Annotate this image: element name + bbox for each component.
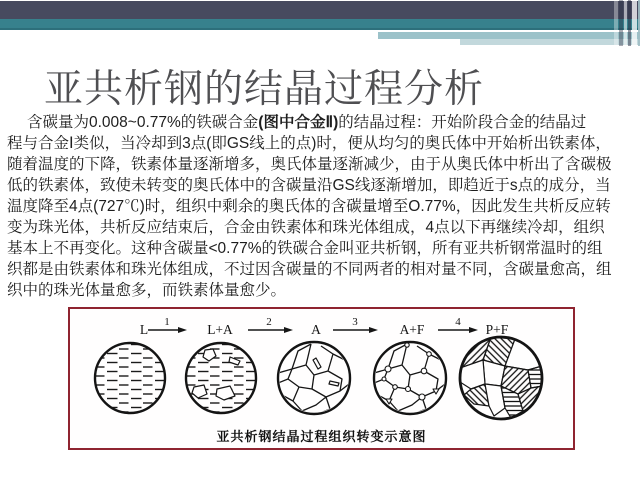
arrow-4-number: 4 (455, 316, 461, 328)
body-line (7, 112, 637, 133)
body-line: 程与合金Ⅰ类似，当冷却到3点(即GS线上的点)时，便从均匀的奥氏体中开始析出铁素体， (7, 135, 611, 152)
corner-stripe (619, 0, 623, 46)
accent-bar-light (378, 32, 640, 39)
arrowhead-icon (284, 327, 293, 333)
body-line-text: 的结晶过程：开始阶段合金的结晶过 (338, 114, 587, 131)
body-line: 织都是由铁素体和珠光体组成，不过因含碳量的不同两者的相对量不同，含碳量愈高，组 (7, 261, 612, 278)
body-line: 变为珠光体，共析反应结束后，合金由铁素体和珠光体组成，4点以下再继续冷却，组织 (7, 219, 605, 236)
stage-label-liquid: L (139, 322, 149, 337)
circle-pearlite-ferrite (460, 337, 542, 419)
corner-stripe (628, 0, 631, 46)
slide-title: 亚共析钢的结晶过程分析 (44, 68, 485, 111)
figure-caption: 亚共析钢结晶过程组织转变示意图 (216, 429, 427, 444)
top-bar-navy (0, 1, 640, 19)
body-line: 织中的珠光体量愈多，而铁素体量愈少。 (7, 282, 287, 299)
arrow-1-number: 1 (164, 316, 170, 328)
top-bar-teal (0, 19, 640, 28)
corner-stripe (614, 0, 618, 46)
body-line: 基本上不再变化。这种含碳量<0.77%的铁碳合金叫亚共析钢，所有亚共析钢常温时的组 (7, 240, 603, 257)
body-line: 温度降至4点(727℃)时，组织中剩余的奥氏体的含碳量增至O.77%，因此发生共析反应转 (7, 198, 611, 215)
corner-stripe (624, 0, 627, 46)
body-line: 随着温度的下降，铁素体量逐渐增多，奥氏体量逐渐减少，由于从奥氏体中析出了含碳极 (7, 156, 612, 173)
arrowhead-icon (178, 327, 187, 333)
top-bar-teal-dark (0, 28, 640, 30)
arrowhead-icon (469, 327, 478, 333)
body-line-text: 含碳量为0.008~0.77%的铁碳合金 (27, 114, 259, 131)
figure-box (68, 307, 575, 450)
body-line: 低的铁素体，致使未转变的奥氏体中的含碳量沿GS线逐渐增加，即趋近于s点的成分，当 (7, 177, 611, 194)
circle-liquid (95, 343, 165, 413)
circle-austenite-ferrite (374, 342, 446, 414)
stage-label-liquid-austenite: L+A (207, 322, 233, 337)
stage-label-austenite: A (311, 322, 321, 337)
circle-austenite (278, 342, 350, 414)
stage-label-austenite-ferrite: A+F (399, 322, 425, 337)
arrow-3-number: 3 (352, 316, 358, 328)
stage-label-pearlite-ferrite: P+F (485, 322, 509, 337)
arrowhead-icon (369, 327, 378, 333)
circle-liquid-austenite (186, 343, 256, 413)
body-paragraph (7, 112, 637, 301)
arrow-2-number: 2 (266, 316, 272, 328)
accent-bar-lighter (460, 39, 640, 45)
corner-stripe (632, 0, 637, 46)
body-line-bold: (图中合金Ⅱ) (258, 114, 339, 131)
